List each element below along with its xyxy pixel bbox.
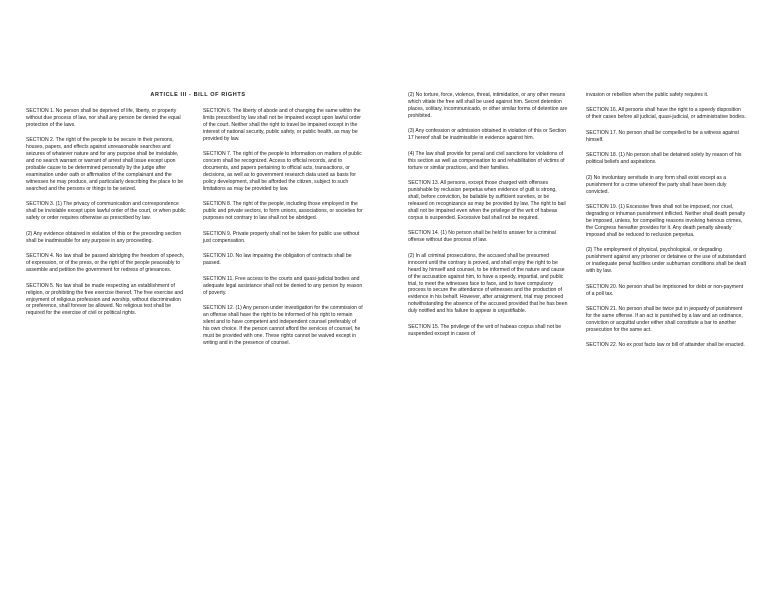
paragraph: SECTION 5. No law shall be made respecting an establishment of religion, or prohibiting the free exercise thereof. The free exercise and enjoyment of religious profession and worship, without discrimination or preference, shall forever be allowed. No religious test shall be required for the exercise of civil or political rights. [26, 282, 184, 317]
article-title: ARTICLE III - BILL OF RIGHTS [150, 92, 246, 98]
paragraph: SECTION 6. The liberty of abode and of changing the same within the limits prescribed by law shall not be impaired except upon lawful order of the court. Neither shall the right to travel be impaired except in the interest of national security, public safety, or public health, as may be provided by law. [203, 108, 361, 142]
paragraph: SECTION 2. The right of the people to be secure in their persons, houses, papers, and effects against unreasonable searches and seizures of whatever nature and for any purpose shall be inviolable, and no search warrant or warrant of arrest shall issue except upon probable cause to be determined personally by the judge after examination under oath or affirmation of the complainant and the witnesses he may produce, and particularly describing the place to be searched and the persons or things to be seized. [26, 137, 184, 193]
paragraph: invasion or rebellion when the public safety requires it. [586, 92, 709, 98]
paragraph: (2) No involuntary servitude in any form shall exist except as a punishment for a crime whereof the party shall have been duly convicted. [586, 174, 727, 195]
paragraph: SECTION 4. No law shall be passed abridging the freedom of speech, of expression, or of the press, or the right of the people peaceably to assemble and petition the government for redress of grievances. [26, 253, 184, 274]
paragraph: (2) In all criminal prosecutions, the accused shall be presumed innocent until the contrary is proved, and shall enjoy the right to be heard by himself and counsel, to be informed of the nature and cause of the accusation against him, to have a speedy, impartial, and public trial, to meet the witnesses face to face, and to have compulsory process to secure the attendance of witnesses and the production of evidence in his behalf. However, after arraignment, trial may proceed notwithstanding the absence of the accused provided that he has been duly notified and his failure to appear is unjustifiable. [408, 252, 568, 315]
paragraph: SECTION 14. (1) No person shall be held to answer for a criminal offense without due process of law. [408, 230, 556, 244]
text-column-2 [203, 108, 363, 355]
paragraph: SECTION 1. No person shall be deprived of life, liberty, or property without due process of law, nor shall any person be denied the equal protection of the laws. [26, 108, 181, 128]
paragraph: SECTION 18. (1) No person shall be detained solely by reason of his political beliefs and aspirations. [586, 152, 742, 166]
text-column-4 [586, 92, 746, 358]
paragraph: SECTION 21. No person shall be twice put in jeopardy of punishment for the same offense. If an act is punished by a law and an ordinance, conviction or acquittal under either shall constitute a bar to another prosecution for the same act. [586, 306, 743, 333]
paragraph: SECTION 13. All persons, except those charged with offenses punishable by reclusion perpetua when evidence of guilt is strong, shall, before conviction, be bailable by sufficient sureties, or be released on recognizance as may be provided by law. The right to bail shall not be impaired even when the privilege of the writ of habeas corpus is suspended. Excessive bail shall not be required. [408, 180, 566, 221]
paragraph: SECTION 12. (1) Any person under investigation for the commission of an offense shall have the right to be informed of his right to remain silent and to have competent and independent counsel preferably of his own choice. If the person cannot afford the services of counsel, he must be provided with one. These rights cannot be waived except in writing and in the presence of counsel. [203, 305, 363, 346]
text-column-3 [408, 92, 568, 346]
paragraph: SECTION 16. All persons shall have the right to a speedy disposition of their cases before all judicial, quasi-judicial, or administrative bodies. [586, 107, 746, 121]
paragraph: SECTION 17. No person shall be compelled to be a witness against himself. [586, 129, 739, 143]
paragraph: (2) No torture, force, violence, threat, intimidation, or any other means which vitiate the free will shall be used against him. Secret detention places, solitary, incommunicado, or other similar forms of detention are prohibited. [408, 92, 568, 119]
paragraph: (4) The law shall provide for penal and civil sanctions for violations of this section as well as compensation to and rehabilitation of victims of torture or similar practices, and their families. [408, 150, 565, 171]
paragraph: (3) Any confession or admission obtained in violation of this or Section 17 hereof shall be inadmissible in evidence against him. [408, 128, 566, 142]
paragraph: SECTION 3. (1) The privacy of communication and correspondence shall be inviolable except upon lawful order of the court, or when public safety or order requires otherwise as prescribed by law. [26, 201, 186, 222]
paragraph: SECTION 15. The privilege of the writ of habeas corpus shall not be suspended except in cases of [408, 323, 562, 337]
paragraph: SECTION 7. The right of the people to information on matters of public concern shall be recognized. Access to official records, and to documents, and papers pertaining to official acts, transactions, or decisions, as well as to government research data used as basis for policy development, shall be afforded the citizen, subject to such limitations as may be provided by law. [203, 151, 362, 193]
paragraph: SECTION 19. (1) Excessive fines shall not be imposed, nor cruel, degrading or inhuman punishment inflicted. Neither shall death penalty be imposed, unless, for compelling reasons involving heinous crimes, the Congress hereafter provides for it. Any death penalty already imposed shall be reduced to reclusion perpetua. [586, 204, 746, 238]
paragraph: SECTION 11. Free access to the courts and quasi-judicial bodies and adequate legal assistance shall not be denied to any person by reason of poverty. [203, 275, 363, 296]
paragraph: SECTION 22. No ex post facto law or bill of attainder shall be enacted. [586, 342, 745, 349]
paragraph: SECTION 20. No person shall be imprisoned for debt or non-payment of a poll tax. [586, 283, 744, 297]
paragraph: (2) Any evidence obtained in violation of this or the preceding section shall be inadmissible for any purpose in any proceeding. [26, 230, 182, 244]
paragraph: SECTION 9. Private property shall not be taken for public use without just compensation. [203, 230, 360, 244]
paragraph: SECTION 8. The right of the people, including those employed in the public and private sectors, to form unions, associations, or societies for purposes not contrary to law shall not be abridged. [203, 201, 363, 222]
text-column-1 [26, 108, 186, 326]
paragraph: (2) The employment of physical, psychological, or degrading punishment against any prisoner or detainee or the use of substandard or inadequate penal facilities under subhuman conditions shall be dealt with by law. [586, 247, 746, 275]
paragraph: SECTION 10. No law impairing the obligation of contracts shall be passed. [203, 253, 352, 267]
